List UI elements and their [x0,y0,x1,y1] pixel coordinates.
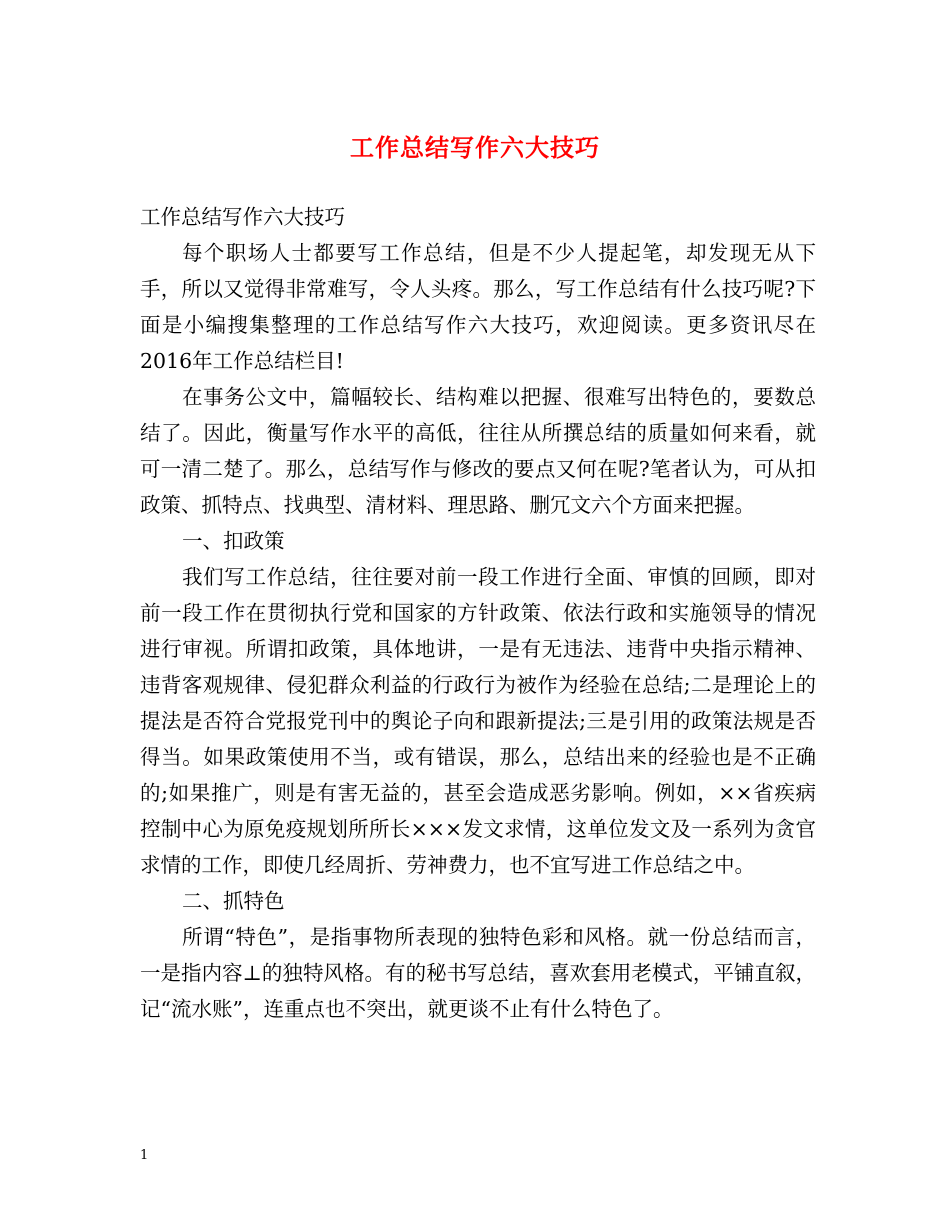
document-title: 工作总结写作六大技巧 [350,133,600,162]
document-body [140,199,816,1027]
body-heading: 工作总结写作六大技巧 [140,205,345,229]
paragraph-feature: 所谓“特色”，是指事物所表现的独特色彩和风格。就一份总结而言，一是指内容⊥的独特风格。有的秘书写总结，喜欢套用老模式，平铺直叙，记“流水账”，连重点也不突出，就更谈不止有什么特色了。 [140,925,816,1021]
section-heading-policy: 一、扣政策 [182,529,285,553]
paragraph-overview: 在事务公文中，篇幅较长、结构难以把握、很难写出特色的，要数总结了。因此，衡量写作水平的高低，往往从所撰总结的质量如何来看，就可一清二楚了。那么，总结写作与修改的要点又何在呢?笔者认为，可从扣政策、抓特点、找典型、清材料、理思路、删冗文六个方面来把握。 [140,385,816,517]
page-number: 1 [140,1148,149,1163]
section-heading-feature: 二、抓特色 [182,889,285,913]
paragraph-intro: 每个职场人士都要写工作总结，但是不少人提起笔，却发现无从下手，所以又觉得非常难写，令人头疼。那么，写工作总结有什么技巧呢?下面是小编搜集整理的工作总结写作六大技巧，欢迎阅读。更多资讯尽在2016年工作总结栏目! [140,241,816,373]
paragraph-policy: 我们写工作总结，往往要对前一段工作进行全面、审慎的回顾，即对前一段工作在贯彻执行党和国家的方针政策、依法行政和实施领导的情况进行审视。所谓扣政策，具体地讲，一是有无违法、违背中央指示精神、违背客观规律、侵犯群众利益的行政行为被作为经验在总结;二是理论上的提法是否符合党报党刊中的舆论子向和跟新提法;三是引用的政策法规是否得当。如果政策使用不当，或有错误，那么，总结出来的经验也是不正确的;如果推广，则是有害无益的，甚至会造成恶劣影响。例如，××省疾病控制中心为原免疫规划所所长×××发文求情，这单位发文及一系列为贪官求情的工作，即使几经周折、劳神费力，也不宜写进工作总结之中。 [140,565,816,877]
